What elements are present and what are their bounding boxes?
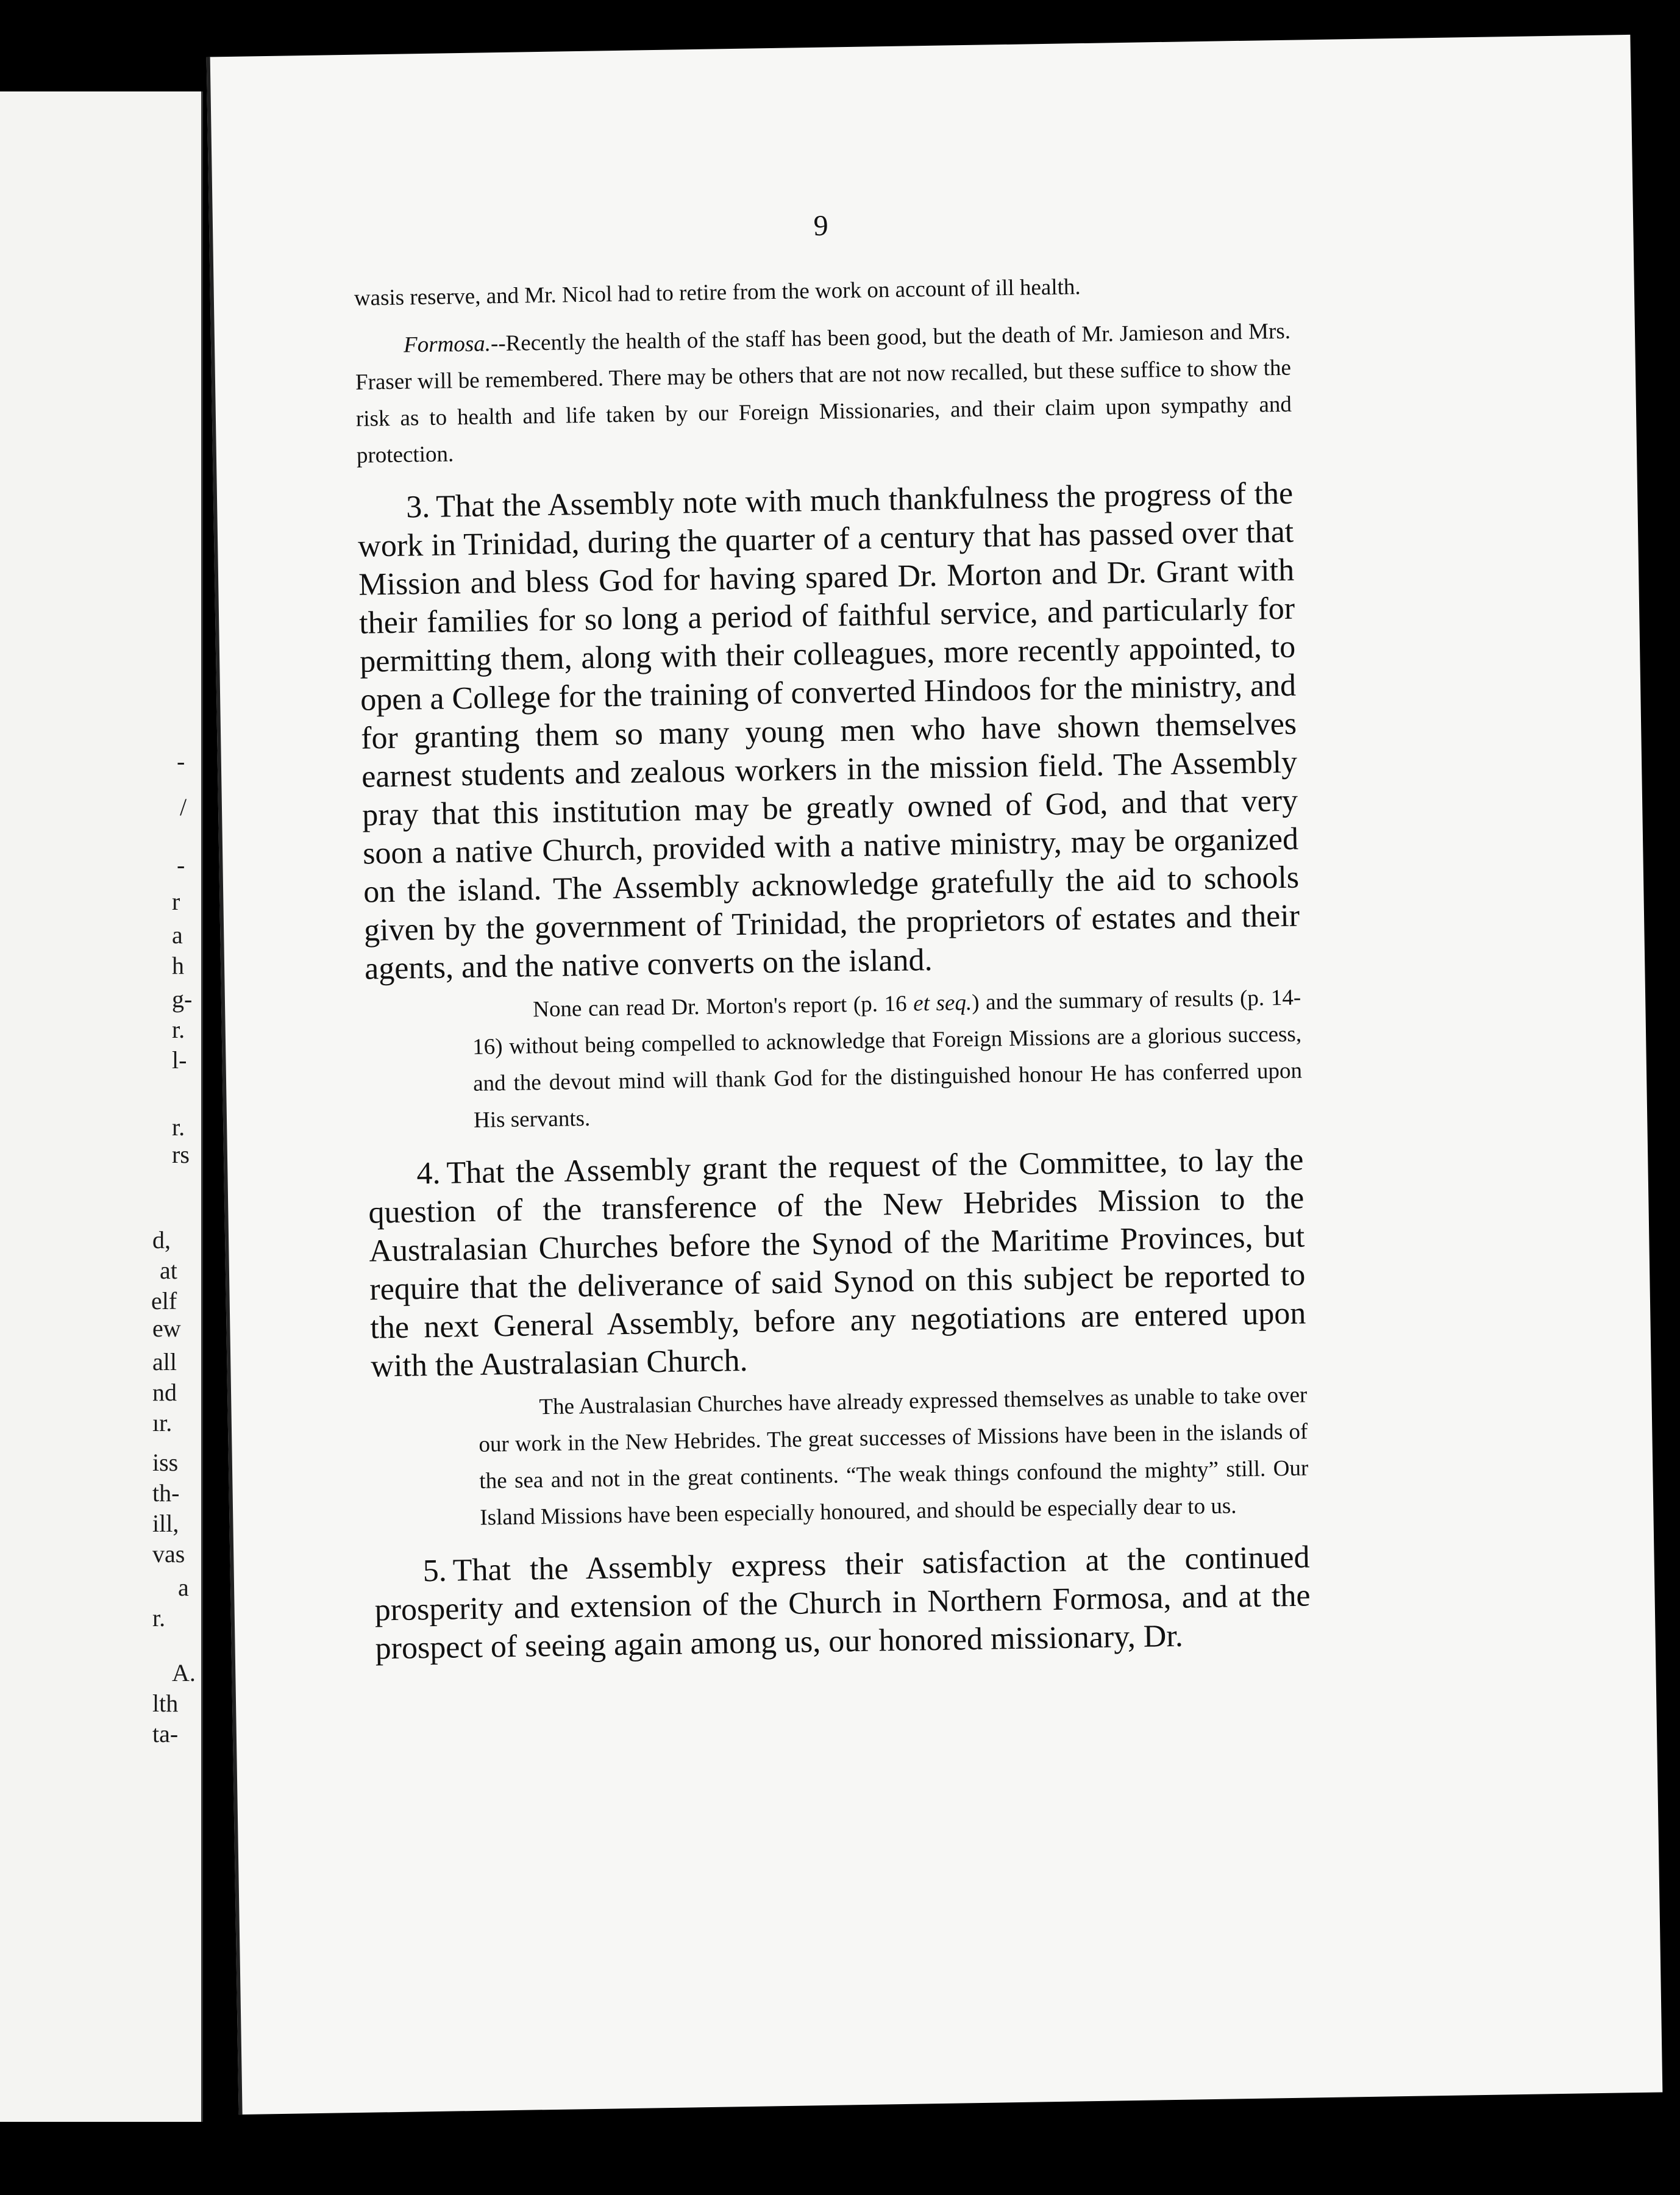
- left-page-fragment: l-: [172, 1046, 187, 1074]
- resolution-4: [368, 1141, 1307, 1386]
- note-4: The Australasian Churches have already expressed themselves as unable to take over our work in the New Hebrides. The great successes of Missions have been in the islands of the sea and not in the great continents. “The weak things confound the mighty” still. Our Island Missions have been especially honoured, and should be especially dear to us.: [479, 1382, 1309, 1530]
- left-page-fragment: a: [172, 921, 183, 949]
- formosa-note: [355, 313, 1293, 474]
- left-page-fragment: ta-: [152, 1720, 179, 1747]
- left-page-fragment: h: [172, 952, 184, 979]
- left-page-fragment: r: [172, 888, 180, 915]
- left-page-fragment: iss: [152, 1449, 179, 1476]
- left-page-fragment: rs: [172, 1141, 190, 1168]
- left-page-fragment: r.: [172, 1113, 185, 1141]
- resolution-3-number: 3.: [405, 489, 430, 525]
- left-page-fragment: at: [160, 1257, 177, 1284]
- resolution-3-text: That the Assembly note with much thankfulness the progress of the work in Trinidad, during the quarter of a century that has passed over that Mission and bless God for having spared Dr. Morton and Dr. Grant with their families for so long a period of faithful service, and particularly for permitting them, along with their colleagues, more recently appointed, to open a College for the training of converted Hindoos for the ministry, and for granting them so many young men who have shown themselves earnest students and zealous workers in the mission field. The Assembly pray that this institution may be greatly owned of God, and that very soon a native Church, provided with a native ministry, may be organized on the island. The Assembly acknowledge gratefully the aid to schools given by the government of Trinidad, the proprietors of estates and their agents, and the native converts on the island.: [357, 476, 1300, 987]
- left-page-fragment: ew: [152, 1315, 181, 1342]
- note-3-block: [365, 980, 1303, 1141]
- left-page-fragment: r.: [152, 1604, 166, 1632]
- left-page-fragment: nd: [152, 1379, 177, 1406]
- left-page-fragment: th-: [152, 1479, 180, 1507]
- left-page-fragment: vas: [152, 1540, 185, 1568]
- left-page-text-fragments: [0, 91, 201, 2122]
- resolution-4-text: That the Assembly grant the request of the Committee, to lay the question of the transference of the New Hebrides Mission to the Australasian Churches before the Synod of the Maritime Provinces, but require that the deliverance of said Synod on this subject be reported to the next General Assembly, before any negotiations are entered upon with the Australasian Church.: [368, 1142, 1306, 1384]
- note-3-italic: et seq.: [913, 990, 972, 1016]
- left-page-fragment: a: [178, 1574, 189, 1601]
- note-3-before: None can read Dr. Morton's report (p. 16: [532, 991, 907, 1023]
- left-page-fragment: elf: [151, 1287, 177, 1315]
- continuation-note: wasis reserve, and Mr. Nicol had to retire from the work on account of ill health.: [354, 274, 1081, 311]
- resolution-5-text: That the Assembly express their satisfaction at the continued prosperity and extension of the Church in Northern Formosa, and at the prospect of seeing again among us, our honored missionary, Dr.: [374, 1540, 1311, 1666]
- left-page-fragment: /: [180, 793, 187, 821]
- left-page-fragment: r.: [172, 1016, 185, 1043]
- resolution-5: [374, 1538, 1311, 1668]
- left-page-fragment: ill,: [152, 1510, 179, 1537]
- left-page-edge: [0, 91, 203, 2122]
- formosa-note-text: --Recently the health of the staff has been good, but the death of Mr. Jamieson and Mrs. Fraser will be remembered. There may be others that are not now recalled, but these suffice to show the risk as to health and life taken by our Foreign Missionaries, and their claim upon sympathy and protection.: [355, 318, 1292, 468]
- resolution-4-number: 4.: [416, 1155, 441, 1191]
- resolution-3: [357, 474, 1301, 988]
- page-body: [354, 209, 1311, 1668]
- note-3-after: ) and the summary of results (p. 14-16) without being compelled to acknowledge that Foreign Missions are a glorious success, and the devout mind will thank God for the distinguished honour He has conferred upon His servants.: [472, 985, 1303, 1133]
- left-page-fragment: all: [152, 1348, 177, 1376]
- formosa-label: Formosa.: [403, 331, 491, 358]
- note-3: [472, 980, 1303, 1139]
- left-page-fragment: g-: [172, 985, 193, 1013]
- left-page-fragment: -: [177, 748, 185, 775]
- document-page: [207, 35, 1663, 2115]
- left-page-fragment: ır.: [152, 1409, 173, 1437]
- page-number: 9: [813, 209, 829, 242]
- left-page-fragment: d,: [152, 1226, 171, 1254]
- left-page-fragment: lth: [152, 1690, 179, 1717]
- resolution-5-number: 5.: [422, 1553, 447, 1589]
- left-page-fragment: -: [177, 851, 185, 879]
- note-4-block: [371, 1377, 1309, 1538]
- left-page-fragment: A.: [172, 1659, 196, 1686]
